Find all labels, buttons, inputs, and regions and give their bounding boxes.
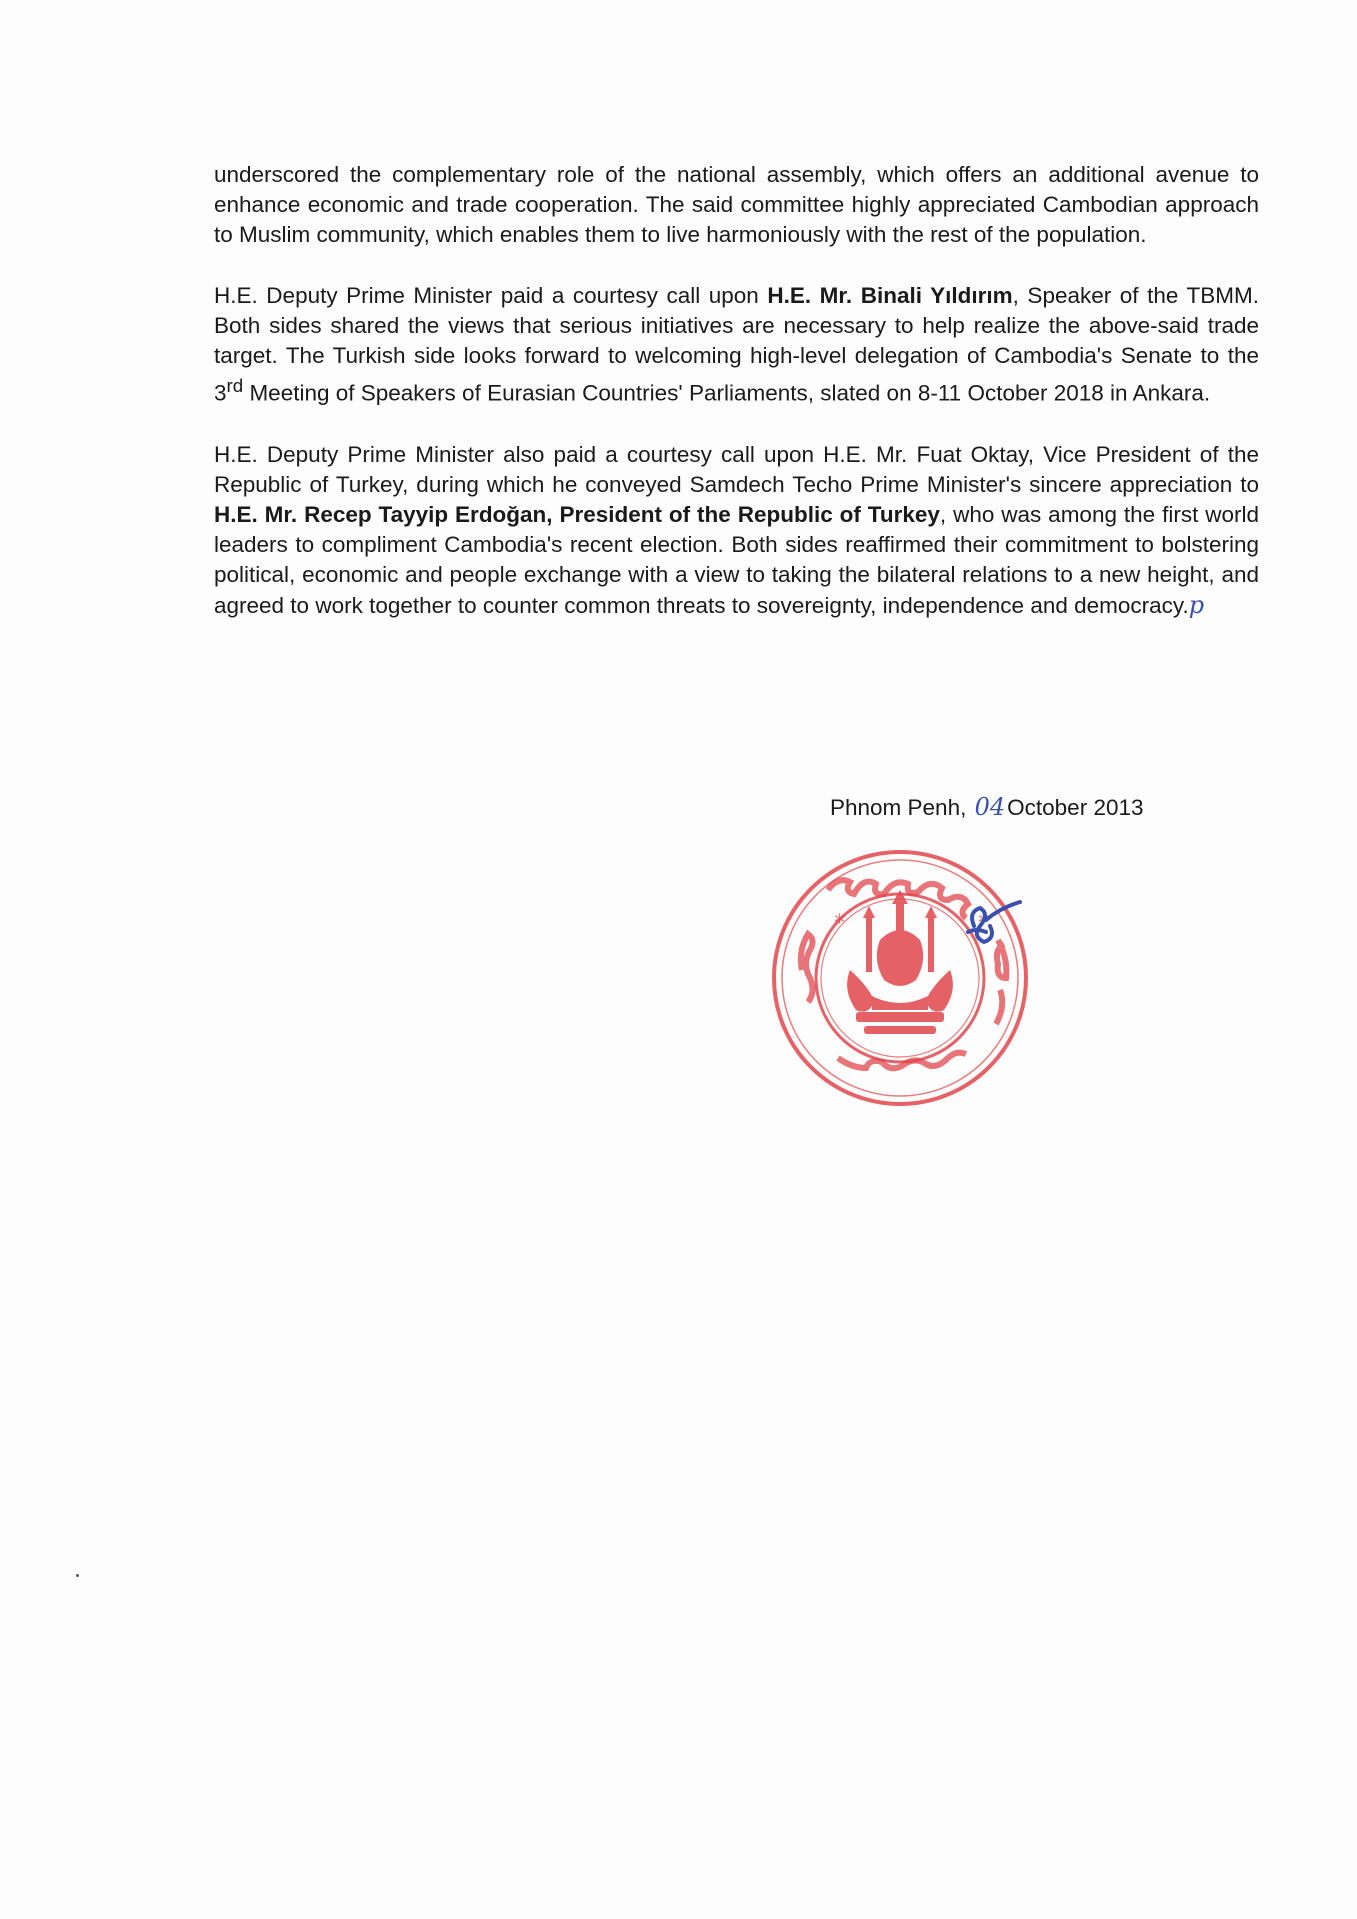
dateline-month-year: October 2013 xyxy=(1007,795,1144,820)
paragraph-2-text-c: , Speaker of the TBMM. Both sides shared the views that serious initiatives are necessary to help realize the above-said trade target. The Turkish side looks forward to welcoming high-level delegation of Cambodia's Senate to the 3 xyxy=(214,283,1259,406)
ordinal-superscript: rd xyxy=(226,375,244,396)
paragraph-2-text-a: H.E. Deputy Prime Minister paid a courtesy call upon xyxy=(214,283,768,308)
dateline xyxy=(830,792,1144,823)
svg-text:*: * xyxy=(834,911,845,936)
paragraph-1-text: underscored the complementary role of the national assembly, which offers an additional avenue to enhance economic and trade cooperation. The said committee highly appreciated Cambodian approach to Muslim community, which enables them to live harmoniously with the rest of the population. xyxy=(214,162,1259,247)
paragraph-3-text-a: H.E. Deputy Prime Minister also paid a courtesy call upon H.E. Mr. Fuat Oktay, Vice President of the Republic of Turkey, during which he conveyed Samdech Techo Prime Minister's sincere appreciation to xyxy=(214,441,1259,497)
dateline-place: Phnom Penh, xyxy=(830,795,967,820)
document-body xyxy=(214,160,1259,652)
handwritten-initial: p xyxy=(1188,590,1205,619)
speaker-name-bold: H.E. Mr. Binali Yıldırım xyxy=(767,283,1013,308)
svg-text:*: * xyxy=(978,911,989,936)
dateline-day-handwritten: 04 xyxy=(974,793,1006,821)
president-name-bold: H.E. Mr. Recep Tayyip Erdoğan, President of the Republic of Turkey xyxy=(214,501,940,527)
paragraph-2-text-d: Meeting of Speakers of Eurasian Countries' Parliaments, slated on 8-11 October 2018 in Ankara. xyxy=(243,380,1211,406)
paragraph-2 xyxy=(214,281,1259,409)
paragraph-3 xyxy=(214,440,1259,621)
paragraph-3-text-c: , who was among the first world leaders to compliment Cambodia's recent election. Both sides reaffirmed their commitment to bolstering political, economic and people exchange with a view to taking the bilateral relations to a new height, and agreed to work together to counter common threats to sovereignty, independence and democracy. xyxy=(214,501,1259,618)
official-seal-icon xyxy=(768,820,1038,1120)
scan-speck xyxy=(76,1574,79,1577)
paragraph-1 xyxy=(214,160,1259,250)
